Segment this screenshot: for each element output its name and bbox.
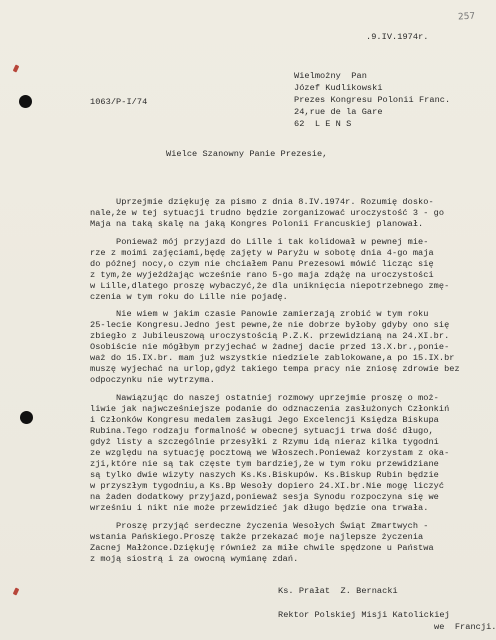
body-line: Osobiście nie mógłbym przyjechać w żadnej dacie przed 13.X.br.,ponie- [90,342,450,352]
body-line: wrześniu i nikt nie może przewidzieć jak długo będzie ona trwała. [90,503,429,513]
recipient-line: Wielmożny Pan [294,71,367,81]
body-line: nale,że w tej sytuacji trudno będzie zorganizować uroczystość 3 - go [90,208,445,218]
signature-name: Ks. Prałat Z. Bernacki [278,586,398,596]
body-line: Zacnej Małżonce.Dziękuję również za miłe chwile spędzone u Państwa [90,543,434,553]
recipient-line: Prezes Kongresu Polonii Franc. [294,95,451,105]
letter-date: .9.IV.1974r. [366,32,429,42]
signature-title: we Francji. [434,622,496,632]
margin-mark-top [13,64,20,72]
body-line: w przyszłym tygodniu,a Ks.Bp Wesoły dopiero 24.XI.br.Nie mogę liczyć [90,481,445,491]
body-line: Nawiązując do naszej ostatniej rozmowy uprzejmie proszę o moż- [90,393,439,403]
recipient-line: 62 L E N S [294,119,352,129]
body-line: Rubina.Tego rodzaju formalność w obecnej sytuacji trwa dość długo, [90,426,434,436]
body-line: na żaden dodatkowy przyjazd,ponieważ sesja Synodu rozpoczyna się we [90,492,439,502]
body-line: gdyż listy a szczególnie przesyłki z Rzymu idą nieraz kilka tygodni [90,437,439,447]
body-line: odpoczynku nie wytrzyma. [90,375,215,385]
body-line: z tym,że wyjeżdżając wcześnie rano 5-go maja zdążę na uroczystości [90,270,434,280]
body-line: do późnej nocy,o czym nie chciałem Panu Prezesowi mówić licząc się [90,259,434,269]
body-line: muszę wyjechać na urlop,gdyż takiego tempa pracy nie zniosę zdrowie bez [90,364,460,374]
body-line: rze z moimi zajęciami,będę zajęty w Paryżu w sobotę dnia 4-go maja [90,248,434,258]
body-line: liwie jak najwcześniejsze podanie do odznaczenia zasłużonych Członkiń [90,404,450,414]
reference-number: 1063/P-I/74 [90,97,148,107]
body-line: ze względu na sytuację pocztową we Włoszech.Ponieważ korzystam z oka- [90,448,450,458]
body-line: waż do 15.IX.br. mam już wszystkie niedziele zablokowane,a po 15.IX.br [90,353,455,363]
body-line: z moją siostrą i za owocną wymianę zdań. [90,554,299,564]
salutation: Wielce Szanowny Panie Prezesie, [166,149,328,159]
body-line: i Członków Kongresu medalem zasługi Jego Excelencji Księdza Biskupa [90,415,439,425]
recipient-line: Józef Kudlikowski [294,83,383,93]
body-line: zbiegło z Jubileuszową uroczystością P.Z.K. przewidzianą na 24.XI.br. [90,331,450,341]
body-line: w Lille,dlatego proszę wybaczyć,że dla uniknięcia niepotrzebnego zmę- [90,281,450,291]
body-line: wstania Pańskiego.Proszę także przekazać moje najlepsze życzenia [90,532,424,542]
body-line: czenia w tym roku do Lille nie pojadę. [90,292,288,302]
page-number: 257 [457,11,476,23]
punch-hole-bottom [20,411,33,424]
body-line: Ponieważ mój przyjazd do Lille i tak kolidował w pewnej mie- [90,237,429,247]
body-line: Proszę przyjąć serdeczne życzenia Wesołych Świąt Zmartwych - [90,521,429,531]
body-line: Uprzejmie dziękuję za pismo z dnia 8.IV.1974r. Rozumię dosko- [90,197,434,207]
margin-mark-bottom [13,587,20,595]
body-line: są tylko dwie wizyty naszych Ks.Ks.Biskupów. Ks.Biskup Rubin będzie [90,470,439,480]
body-line: zji,które nie są tak częste tym bardziej,że w tym roku przewidziane [90,459,439,469]
body-line: Maja na taką skalę na jaką Kongres Polonii Francuskiej planował. [90,219,424,229]
signature-title: Rektor Polskiej Misji Katolickiej [278,610,450,620]
body-line: Nie wiem w jakim czasie Panowie zamierzają zrobić w tym roku [90,309,429,319]
recipient-line: 24,rue de la Gare [294,107,383,117]
punch-hole-top [19,95,32,108]
body-line: 25-lecie Kongresu.Jedno jest pewne,że nie dobrze byłoby gdyby ono się [90,320,450,330]
